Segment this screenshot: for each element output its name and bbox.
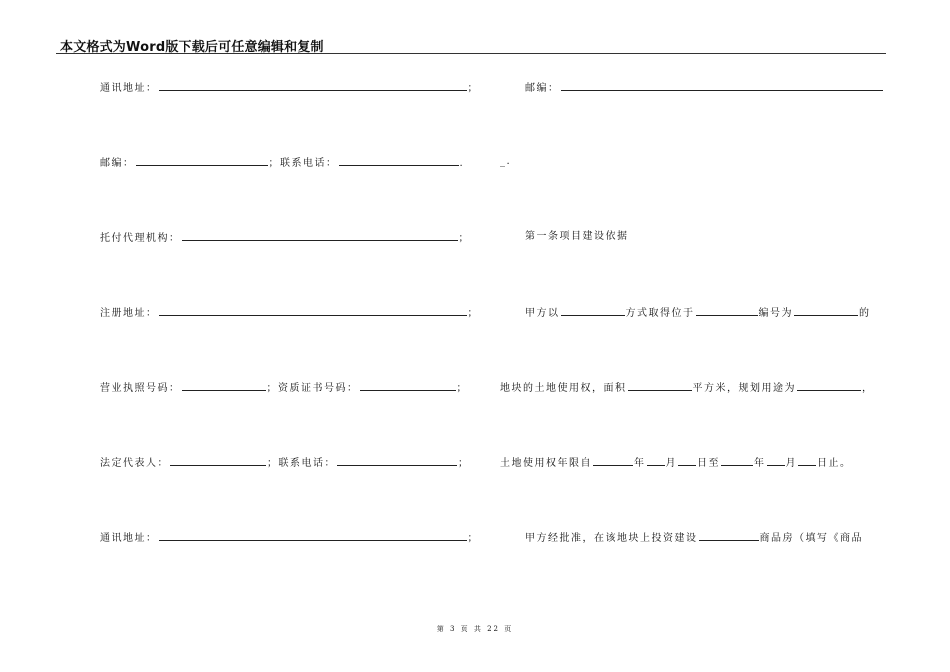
clause-text: 商品房（填写《商品 [759,533,863,544]
clause-text: 年 [634,458,646,469]
agency-field[interactable] [182,230,458,241]
punct: ； [458,458,470,469]
punct: ； [266,383,278,394]
right-line-4 [525,305,871,321]
left-line-1 [100,80,479,96]
punct: ； [268,158,280,169]
left-line-6 [100,455,470,471]
agency-label: 托付代理机构： [100,233,181,244]
punct: ； [467,83,479,94]
right-line-2: _. [500,156,512,167]
left-line-5 [100,380,468,396]
page-number: 第 3 页 共 22 页 [436,625,514,633]
punct: ； [467,308,479,319]
mailing-address-label: 通讯地址： [100,83,158,94]
left-line-7 [100,530,479,546]
legal-rep-field[interactable] [170,455,266,466]
clause-text: 日止。 [817,458,852,469]
mailing-address-field[interactable] [159,530,467,541]
start-month-field[interactable] [647,455,665,466]
clause-text: 土地使用权年限自 [500,458,592,469]
project-name-field[interactable] [699,530,759,541]
right-line-1 [525,80,884,96]
punct: ； [458,233,470,244]
qualification-number-label: 资质证书号码： [278,383,359,394]
punct: . [459,158,465,169]
area-field[interactable] [628,380,692,391]
end-day-field[interactable] [798,455,816,466]
postcode-field[interactable] [561,80,883,91]
parcel-number-field[interactable] [794,305,858,316]
phone-label: 联系电话： [280,158,338,169]
document-header: 本文格式为Word版下载后可任意编辑和复制 [60,40,324,55]
start-year-field[interactable] [593,455,633,466]
end-year-field[interactable] [721,455,753,466]
clause-text: 方式取得位于 [625,308,695,319]
left-line-4 [100,305,479,321]
qualification-number-field[interactable] [360,380,456,391]
clause-text: 的 [859,308,871,319]
clause-text: 甲方经批准，在该地块上投资建设 [525,533,698,544]
start-day-field[interactable] [678,455,696,466]
clause-text: ， [862,383,874,394]
left-line-3 [100,230,470,246]
mailing-address-field[interactable] [159,80,467,91]
punct: ； [467,533,479,544]
phone-label: 联系电话： [278,458,336,469]
right-line-6 [500,455,852,471]
punct: ； [456,383,468,394]
license-number-field[interactable] [182,380,266,391]
license-number-label: 营业执照号码： [100,383,181,394]
end-month-field[interactable] [767,455,785,466]
punct: ； [267,458,279,469]
clause-text: 月 [665,458,677,469]
registered-address-label: 注册地址： [100,308,158,319]
legal-rep-label: 法定代表人： [100,458,169,469]
clause-text: 甲方以 [525,308,560,319]
postcode-field[interactable] [136,155,268,166]
left-line-2 [100,155,464,171]
acquisition-method-field[interactable] [561,305,625,316]
phone-field[interactable] [337,455,457,466]
clause-text: 平方米，规划用途为 [692,383,796,394]
postcode-label: 邮编： [100,158,135,169]
article-1-heading: 第一条项目建设依据 [525,231,629,242]
phone-field[interactable] [339,155,459,166]
mailing-address-label: 通讯地址： [100,533,158,544]
clause-text: 月 [785,458,797,469]
clause-text: 年 [754,458,766,469]
right-line-5 [500,380,874,396]
postcode-label: 邮编： [525,83,560,94]
registered-address-field[interactable] [159,305,467,316]
clause-text: 编号为 [758,308,793,319]
header-divider [56,53,886,54]
location-field[interactable] [696,305,758,316]
planned-use-field[interactable] [797,380,861,391]
right-line-7 [525,530,863,546]
clause-text: 日至 [697,458,720,469]
clause-text: 地块的土地使用权，面积 [500,383,627,394]
